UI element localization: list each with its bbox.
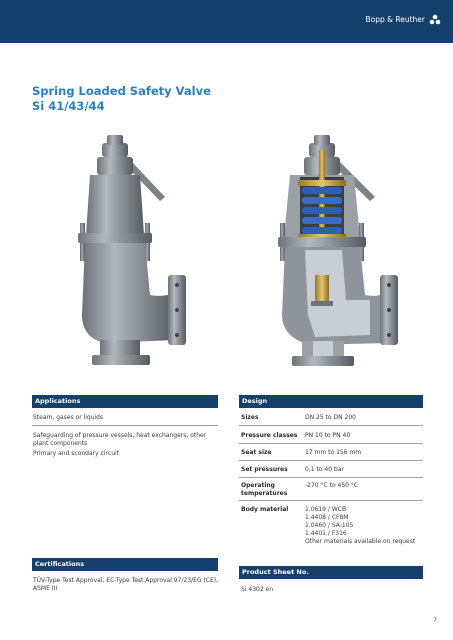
design-row-label: Operating temperatures	[241, 482, 288, 497]
design-row-value: 1.0619 / WCB 1.4408 / CF8M 1.0460 / SA-105 1.4401 / F316 Other materials available on request	[305, 506, 416, 545]
page-title	[32, 84, 211, 114]
certifications-heading: Certifications	[32, 558, 218, 571]
divider	[239, 460, 423, 461]
design-row-label: Body material	[241, 506, 289, 513]
design-row-value: 0,1 to 40 bar	[305, 466, 344, 473]
divider	[32, 425, 218, 426]
page-number: 7	[433, 617, 437, 624]
applications-heading: Applications	[32, 395, 218, 408]
application-item: Primary and scondary circuit	[33, 450, 120, 457]
product-sheet-number: Si 4302 en	[241, 586, 274, 593]
brand-logo-icon	[429, 14, 441, 25]
valve-exterior	[78, 135, 186, 365]
application-item: Steam, gases or liquids	[33, 414, 104, 421]
header-bar	[0, 0, 453, 43]
design-row-value: -270 °C to 450 °C	[305, 482, 359, 489]
valve-cutaway	[278, 135, 398, 366]
title-line-2: Si 41/43/44	[32, 99, 105, 113]
brand	[365, 14, 441, 25]
design-row-label: Pressure classes	[241, 432, 298, 439]
design-row-label: Seat size	[241, 449, 272, 456]
divider	[239, 477, 423, 478]
application-item: Safeguarding of pressure vessels, heat exchangers, other plant components	[33, 432, 207, 447]
brand-name: Bopp & Reuther	[365, 15, 425, 24]
certifications-text: TÜV-Type Test Approval, EC-Type Test Approval 97/23/EG (CE), ASME III	[33, 577, 219, 592]
design-row-label: Sizes	[241, 414, 259, 421]
divider	[239, 500, 423, 501]
valve-illustration	[30, 125, 425, 380]
divider	[239, 443, 423, 444]
design-row-value: 17 mm to 156 mm	[305, 449, 362, 456]
title-line-1: Spring Loaded Safety Valve	[32, 84, 211, 98]
product-sheet-heading: Product Sheet No.	[239, 566, 423, 579]
design-row-value: PN 10 to PN 40	[305, 432, 351, 439]
design-row-label: Set pressures	[241, 466, 288, 473]
design-heading: Design	[239, 395, 423, 408]
design-row-value: DN 25 to DN 200	[305, 414, 356, 421]
divider	[239, 425, 423, 426]
